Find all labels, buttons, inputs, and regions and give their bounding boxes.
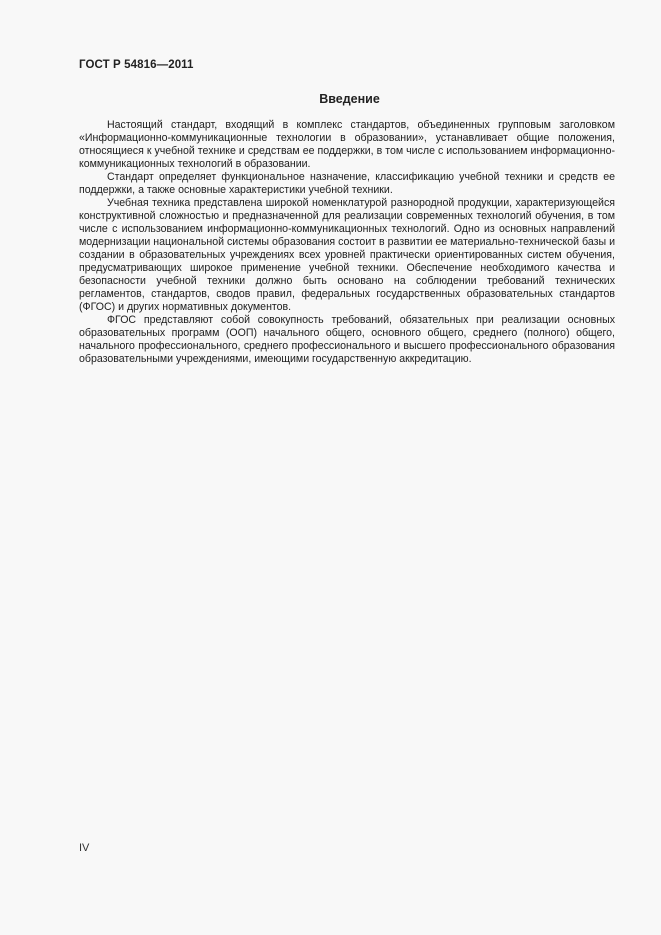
page-number: IV	[79, 842, 90, 854]
paragraph: ФГОС представляют собой совокупность требований, обязательных при реализации основных образовательных программ (ООП) начального общего, основного общего, среднего (полного) общего, начального профессионального, среднего профессионального и высшего профессионального образования образовательными учреждениями, имеющими государственную аккредитацию.	[79, 314, 615, 365]
paragraph: Стандарт определяет функциональное назначение, классификацию учебной техники и средств ее поддержки, а также основные характеристики учебной техники.	[79, 171, 615, 196]
section-title: Введение	[319, 92, 380, 106]
document-standard-id: ГОСТ Р 54816—2011	[79, 59, 194, 71]
section-body	[79, 119, 615, 366]
paragraph: Учебная техника представлена широкой номенклатурой разнородной продукции, характеризующейся конструктивной сложностью и предназначенной для реализации современных технологий обучения, в том числе с использованием информационно-коммуникационных технологий. Одно из основных направлений модернизации национальной системы образования состоит в развитии ее материально-технической базы и создании в образовательных учреждениях всех уровней практически ориентированных систем обучения, предусматривающих широкое применение учебной техники. Обеспечение необходимого качества и безопасности учебной техники должно быть основано на соблюдении требований технических регламентов, стандартов, сводов правил, федеральных государственных образовательных стандартов (ФГОС) и других нормативных документов.	[79, 197, 615, 313]
paragraph: Настоящий стандарт, входящий в комплекс стандартов, объединенных групповым заголовком «Информационно-коммуникационные технологии в образовании», устанавливает общие положения, относящиеся к учебной технике и средствам ее поддержки, в том числе с использованием информационно-коммуникационных технологий в образовании.	[79, 119, 615, 170]
